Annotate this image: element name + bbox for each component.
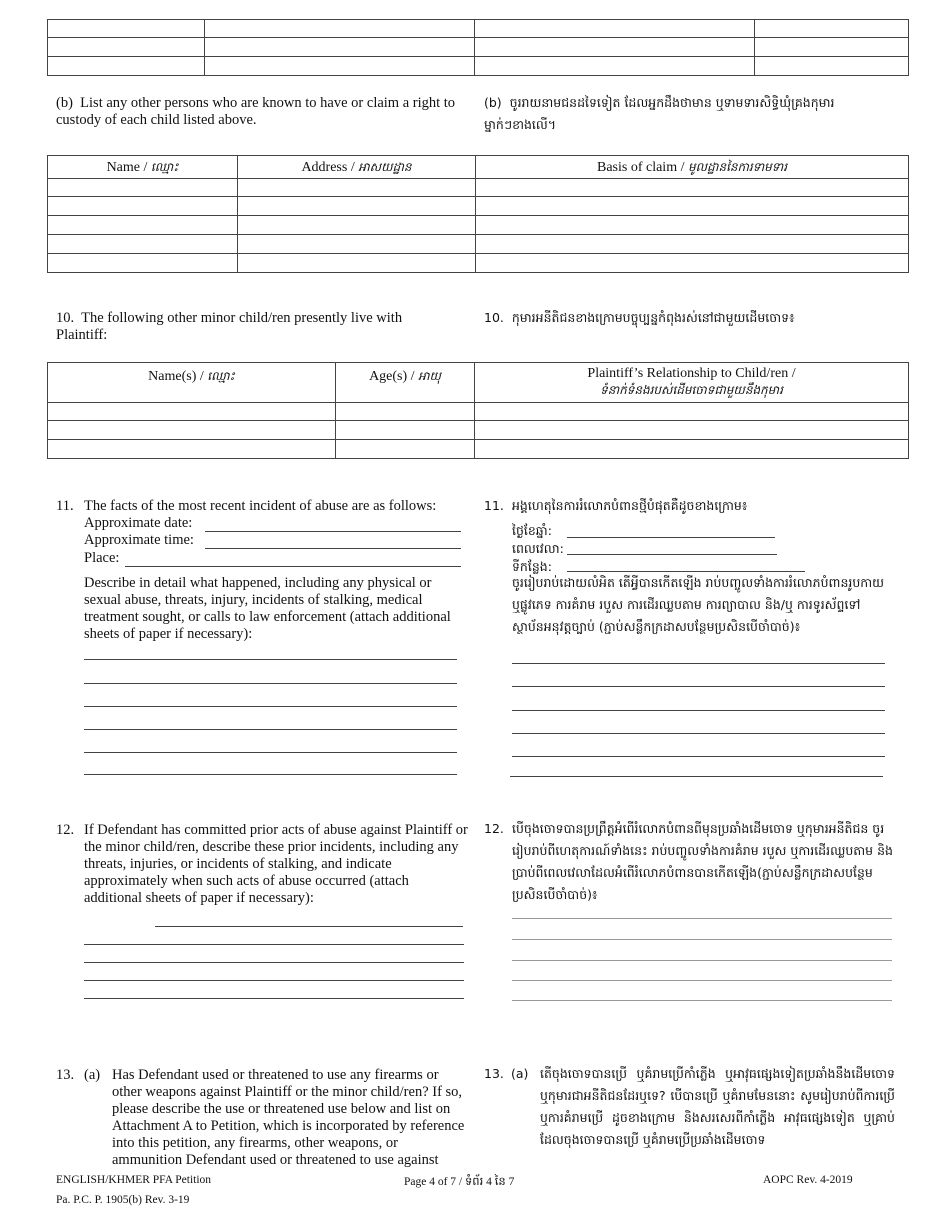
item-11-answer-line[interactable] [84, 683, 457, 684]
item-10-text-km: កុមារ​អនីតិជន​ខាង​ក្រោម​បច្ចុប្បន្ន​កំពុង​រស់​នៅ​ជា​មួយ​ដើម​ចោទ៖ [511, 310, 795, 325]
approx-date-label: Approximate date: [84, 515, 193, 531]
table-cell[interactable] [475, 440, 909, 459]
table-cell[interactable] [475, 421, 909, 440]
item-13-text-km: តើ​ចុង​ចោទ​បាន​ប្រើ ឬ​គំរាម​ប្រើ​កាំភ្លើង ឬ​អាវុធ​ផ្សេង​ទៀត​ប្រឆាំង​នឹង​ដើម​ចោទ ឬ​កុមារ​ជា​អនីតិជន​ដែរ​ឬទេ? បើ​បាន​ប្រើ ឬ​គំរាម​មែន​នោះ សូម​រៀបរាប់​ពី​ការ​ប្រើ ឬ​ការ​គំរាម​ប្រើ ដូច​ខាង​ក្រោម និង​សរសេរ​ពី​កាំភ្លើង អាវុធ​ផ្សេង​ទៀត ឬ​គ្រាប់ ដែល​ចុង​ចោទ​បាន​ប្រើ ឬ​គំរាម​ប្រើ​ប្រឆាំង​ដើម​ចោទ [540, 1066, 895, 1147]
table-cell[interactable] [755, 38, 909, 57]
table-cell[interactable] [476, 235, 909, 254]
column-header-names: Name(s) / ឈ្មោះ [48, 363, 336, 403]
children-table [47, 362, 909, 459]
km-time-label: ពេលវេលា: [512, 541, 564, 556]
table-cell[interactable] [48, 179, 238, 197]
item-12-answer-line[interactable] [155, 926, 463, 927]
item-11-answer-line[interactable] [84, 706, 457, 707]
item-11-km-answer-line[interactable] [512, 686, 885, 687]
table-cell[interactable] [48, 440, 336, 459]
table-cell[interactable] [238, 179, 476, 197]
table-cell[interactable] [48, 197, 238, 216]
km-place-label: ទីកន្លែង: [512, 559, 552, 574]
item-11-answer-line[interactable] [84, 659, 457, 660]
column-header-address: Address / អាសយដ្ឋាន [238, 156, 476, 179]
table-cell[interactable] [48, 403, 336, 421]
table-cell[interactable] [476, 197, 909, 216]
table-cell[interactable] [476, 179, 909, 197]
item-10-text: The following other minor child/ren presently live with Plaintiff: [56, 310, 403, 343]
item-11-describe: Describe in detail what happened, including any physical or sexual abuse, threats, injury, incidents of stalking, medical treatment sought, or calls to law enforcement (attach additional sheets of paper if necessary): [84, 575, 451, 642]
table-cell[interactable] [238, 235, 476, 254]
table-cell[interactable] [475, 38, 755, 57]
section-b-text: List any other persons who are known to have or claim a right to custody of each child listed above. [56, 95, 456, 128]
item-13-number: 13. [56, 1067, 75, 1083]
footer-revision: AOPC Rev. 4-2019 [763, 1174, 853, 1186]
column-header-basis: Basis of claim / មូលដ្ឋាននៃការទាមទារ [476, 156, 909, 179]
km-date-field[interactable] [567, 537, 775, 538]
item-11-answer-line[interactable] [84, 752, 457, 753]
column-header-relationship: Plaintiff’s Relationship to Child/ren / ទំនាក់ទំនងរបស់ដើមចោទជាមួយនឹងកុមារ [475, 363, 909, 403]
table-cell[interactable] [205, 20, 475, 38]
approx-time-field[interactable] [205, 548, 461, 549]
table-cell[interactable] [48, 421, 336, 440]
item-11-number: 11. [56, 498, 74, 514]
item-11-number-km: 11. [484, 498, 504, 513]
item-12-km-answer-line[interactable] [512, 939, 892, 940]
column-header-name: Name / ឈ្មោះ [48, 156, 238, 179]
table-cell[interactable] [475, 20, 755, 38]
item-12-answer-line[interactable] [84, 980, 464, 981]
table-cell[interactable] [238, 216, 476, 235]
item-13-number-km: 13. [484, 1066, 504, 1081]
item-11-answer-line[interactable] [84, 729, 457, 730]
table-cell[interactable] [48, 20, 205, 38]
table-cell[interactable] [205, 38, 475, 57]
item-12-text-km: បើ​ចុង​ចោទ​បាន​ប្រព្រឹត្ត​អំពើ​រំលោភ​បំពាន​ពី​មុន​ប្រឆាំង​ដើម​ចោទ ឬ​កុមារ​អនីតិជន ចូរ​រៀបរាប់​ពី​ហេតុការណ៍​ទាំង​នេះ រាប់​បញ្ចូល​ទាំង​ការ​គំរាម របួស ឬ​ការ​ដើរ​ឈ្លប​តាម និង​ប្រាប់​ពី​ពេល​វេលា​ដែល​អំពើ​រំលោភ​បំពាន​បាន​កើត​ឡើង(ភ្ជាប់​សន្លឹក​ក្រដាស​បន្ថែម​ប្រសិន​បើ​ចាំបាច់)៖ [512, 821, 893, 902]
section-b-english [56, 95, 471, 129]
table-cell[interactable] [755, 57, 909, 76]
item-11-intro-km: អង្គហេតុ​នៃ​ការ​រំលោភ​បំពាន​ថ្មី​បំផុត​គឺ​ដូច​ខាង​ក្រោម៖ [512, 498, 748, 513]
table-cell[interactable] [336, 421, 475, 440]
table-cell[interactable] [48, 216, 238, 235]
approx-time-label: Approximate time: [84, 532, 194, 548]
item-11-describe-km: ចូររៀបរាប់ដោយលំអិត តើអ្វីបានកើតឡើង រាប់បញ្ចូលទាំងការរំលោភបំពានរូបកាយ ឬផ្លូវភេទ ការគំរាម របួស ការដើរឈ្លបតាម ការព្យាបាល និង/ឬ ការទូរស័ព្ទទៅស្ថាប័នអនុវត្តច្បាប់ (ភ្ជាប់សន្លឹកក្រដាសបន្ថែមប្រសិនបើចាំបាច់)៖ [512, 575, 885, 634]
item-11-km-answer-line[interactable] [512, 756, 885, 757]
table-cell[interactable] [48, 38, 205, 57]
item-12-km-answer-line[interactable] [512, 1000, 892, 1001]
item-12-km-answer-line[interactable] [512, 980, 892, 981]
item-12-km-answer-line[interactable] [512, 960, 892, 961]
item-12-number: 12. [56, 822, 75, 838]
item-13-text: Has Defendant used or threatened to use any firearms or other weapons against Plaintiff or the minor child/ren? If so, please describe the use or threatened use below and list on Attachment A to Petition, which is incorporated by reference into this petition, any firearms, other weapons, or ammunition Defendant used or threatened to use against [112, 1067, 465, 1168]
section-b-label: (b) [56, 95, 73, 111]
table-cell[interactable] [238, 197, 476, 216]
item-13-sub: (a) [84, 1067, 101, 1083]
item-11-km-answer-line[interactable] [512, 710, 885, 711]
table-cell[interactable] [48, 235, 238, 254]
section-b-label-km: (b) [484, 95, 502, 110]
prior-children-table [47, 19, 909, 76]
item-12-text: If Defendant has committed prior acts of abuse against Plaintiff or the minor child/ren, describe these prior incidents, including any threats, injuries, or incidents of stalking, and indicate approximately when such acts of abuse occurred (attach additional sheets of paper if necessary): [84, 822, 468, 906]
item-12-km-answer-line[interactable] [512, 918, 892, 919]
item-13-sub-km: (a) [511, 1066, 529, 1081]
item-12-number-km: 12. [484, 821, 504, 836]
item-10-english [56, 310, 456, 344]
item-11-km-answer-line[interactable] [512, 733, 885, 734]
item-10-khmer [484, 307, 904, 329]
item-11-km-answer-line[interactable] [510, 776, 883, 777]
table-cell[interactable] [238, 254, 476, 273]
table-cell[interactable] [476, 216, 909, 235]
item-12-answer-line[interactable] [84, 944, 464, 945]
footer-rule-ref: Pa. P.C. P. 1905(b) Rev. 3-19 [56, 1194, 190, 1206]
place-label: Place: [84, 550, 120, 566]
approx-date-field[interactable] [205, 531, 461, 532]
item-12-answer-line[interactable] [84, 962, 464, 963]
place-field[interactable] [125, 566, 461, 567]
table-cell[interactable] [475, 57, 755, 76]
footer-page-number: Page 4 of 7 / ទំព័រ 4 នៃ 7 [404, 1176, 515, 1188]
table-cell[interactable] [336, 403, 475, 421]
section-b-text-km: ចូរ​រាយ​នាម​ជន​ដទៃ​ទៀត ដែល​អ្នក​ដឹង​ថា​មាន ឬ​ទាម​ទារ​សិទ្ធិ​ឃុំ​គ្រង​កុមារ​ម្នាក់ៗ​ខាង​លើ។ [484, 95, 835, 132]
item-10-number: 10. [56, 310, 75, 326]
column-header-ages: Age(s) / អាយុ [336, 363, 475, 403]
table-cell[interactable] [755, 20, 909, 38]
custody-claims-table [47, 155, 909, 273]
item-12-answer-line[interactable] [84, 998, 464, 999]
item-11-km-answer-line[interactable] [512, 663, 885, 664]
table-cell[interactable] [205, 57, 475, 76]
item-10-number-km: 10. [484, 310, 504, 325]
km-date-label: ថ្ងៃខែឆ្នាំ: [512, 523, 552, 538]
item-11-intro: The facts of the most recent incident of abuse are as follows: [84, 498, 437, 514]
table-cell[interactable] [48, 57, 205, 76]
km-time-field[interactable] [567, 554, 777, 555]
section-b-khmer [484, 92, 844, 136]
table-cell[interactable] [476, 254, 909, 273]
table-cell[interactable] [48, 254, 238, 273]
table-cell[interactable] [475, 403, 909, 421]
footer-form-title: ENGLISH/KHMER PFA Petition [56, 1174, 212, 1186]
table-cell[interactable] [336, 440, 475, 459]
item-11-answer-line[interactable] [84, 774, 457, 775]
